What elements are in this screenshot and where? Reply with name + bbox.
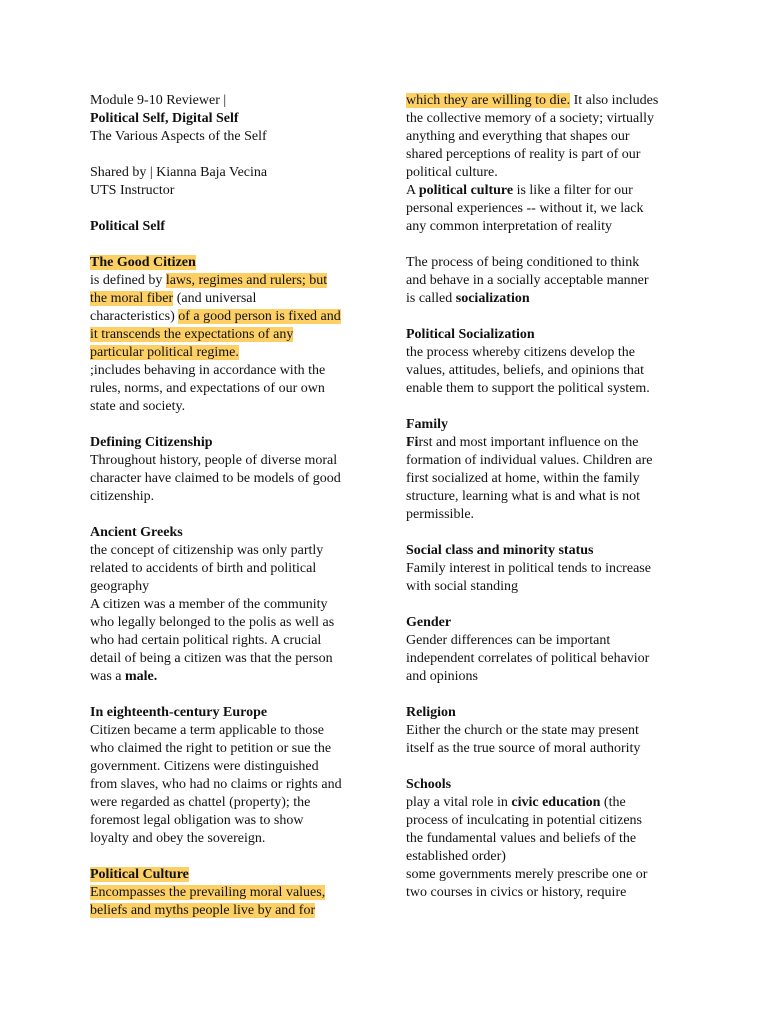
political-culture-heading: Political Culture [90,867,189,882]
good-citizen-text: state and society. [90,399,186,414]
ancient-greeks-text: the concept of citizenship was only partly [90,543,324,558]
good-citizen-text: is defined by laws, regimes and rulers; but [90,273,328,288]
europe-text: from slaves, who had no claims or rights and [90,777,342,792]
social-class-text: with social standing [406,579,518,594]
socialization-text: is called socialization [406,291,530,306]
political-culture-text: beliefs and myths people live by and for [90,903,316,918]
europe-text: were regarded as chattel (property); the [90,795,311,810]
right-column [406,92,691,902]
europe-text: Citizen became a term applicable to those [90,723,325,738]
schools-text: established order) [406,849,506,864]
political-culture-filter: personal experiences -- without it, we lack [406,201,644,216]
ancient-greeks-text: was a male. [90,669,158,684]
good-citizen-text: particular political regime. [90,345,239,360]
political-culture-text: anything and everything that shapes our [406,129,630,144]
family-text: first socialized at home, within the family [406,471,640,486]
defining-citizenship-text: Throughout history, people of diverse moral [90,453,338,468]
socialization-text: The process of being conditioned to think [406,255,640,270]
political-culture-text: political culture. [406,165,498,180]
module-label: Module 9-10 Reviewer | [90,93,227,108]
schools-text: the fundamental values and beliefs of the [406,831,637,846]
good-citizen-heading: The Good Citizen [90,255,196,270]
gender-text: independent correlates of political behavior [406,651,650,666]
europe-heading: In eighteenth-century Europe [90,705,268,720]
ancient-greeks-heading: Ancient Greeks [90,525,183,540]
religion-text: Either the church or the state may present [406,723,639,738]
good-citizen-text: it transcends the expectations of any [90,327,294,342]
ancient-greeks-text: detail of being a citizen was that the person [90,651,333,666]
political-culture-text: shared perceptions of reality is part of our [406,147,641,162]
europe-text: government. Citizens were distinguished [90,759,319,774]
schools-text: process of inculcating in potential citizens [406,813,642,828]
defining-citizenship-text: citizenship. [90,489,155,504]
gender-text: and opinions [406,669,478,684]
defining-citizenship-heading: Defining Citizenship [90,435,213,450]
family-text: formation of individual values. Children are [406,453,653,468]
political-culture-text: the collective memory of a society; virtually [406,111,655,126]
political-self-heading: Political Self [90,219,166,234]
family-text: structure, learning what is and what is not [406,489,641,504]
social-class-text: Family interest in political tends to increase [406,561,651,576]
religion-text: itself as the true source of moral authority [406,741,641,756]
europe-text: who claimed the right to petition or sue the [90,741,332,756]
political-culture-text: Encompasses the prevailing moral values, [90,885,326,900]
document-subtitle: The Various Aspects of the Self [90,129,267,144]
ancient-greeks-text: A citizen was a member of the community [90,597,328,612]
good-citizen-text: characteristics) of a good person is fixed and [90,309,341,324]
good-citizen-text: the moral fiber (and universal [90,291,257,306]
political-socialization-text: values, attitudes, beliefs, and opinions that [406,363,644,378]
schools-heading: Schools [406,777,452,792]
document-title: Political Self, Digital Self [90,111,239,126]
ancient-greeks-text: related to accidents of birth and political [90,561,317,576]
good-citizen-text: rules, norms, and expectations of our own [90,381,325,396]
gender-heading: Gender [406,615,452,630]
family-text: permissible. [406,507,475,522]
schools-text: two courses in civics or history, require [406,885,627,900]
schools-text: some governments merely prescribe one or [406,867,648,882]
ancient-greeks-text: who had certain political rights. A crucial [90,633,322,648]
shared-by: Shared by | Kianna Baja Vecina [90,165,268,180]
instructor: UTS Instructor [90,183,175,198]
socialization-text: and behave in a socially acceptable manner [406,273,649,288]
political-culture-filter: A political culture is like a filter for our [406,183,633,198]
europe-text: foremost legal obligation was to show [90,813,304,828]
ancient-greeks-text: geography [90,579,150,594]
political-socialization-text: enable them to support the political system. [406,381,650,396]
family-text: First and most important influence on the [406,435,639,450]
political-socialization-heading: Political Socialization [406,327,535,342]
europe-text: loyalty and obey the sovereign. [90,831,266,846]
family-heading: Family [406,417,448,432]
religion-heading: Religion [406,705,456,720]
social-class-heading: Social class and minority status [406,543,594,558]
ancient-greeks-text: who legally belonged to the polis as well as [90,615,335,630]
political-culture-text: which they are willing to die. It also includes [406,93,659,108]
schools-text: play a vital role in civic education (the [406,795,626,810]
defining-citizenship-text: character have claimed to be models of good [90,471,341,486]
political-socialization-text: the process whereby citizens develop the [406,345,635,360]
good-citizen-text: ;includes behaving in accordance with the [90,363,326,378]
gender-text: Gender differences can be important [406,633,611,648]
political-culture-filter: any common interpretation of reality [406,219,613,234]
left-column [90,92,375,920]
